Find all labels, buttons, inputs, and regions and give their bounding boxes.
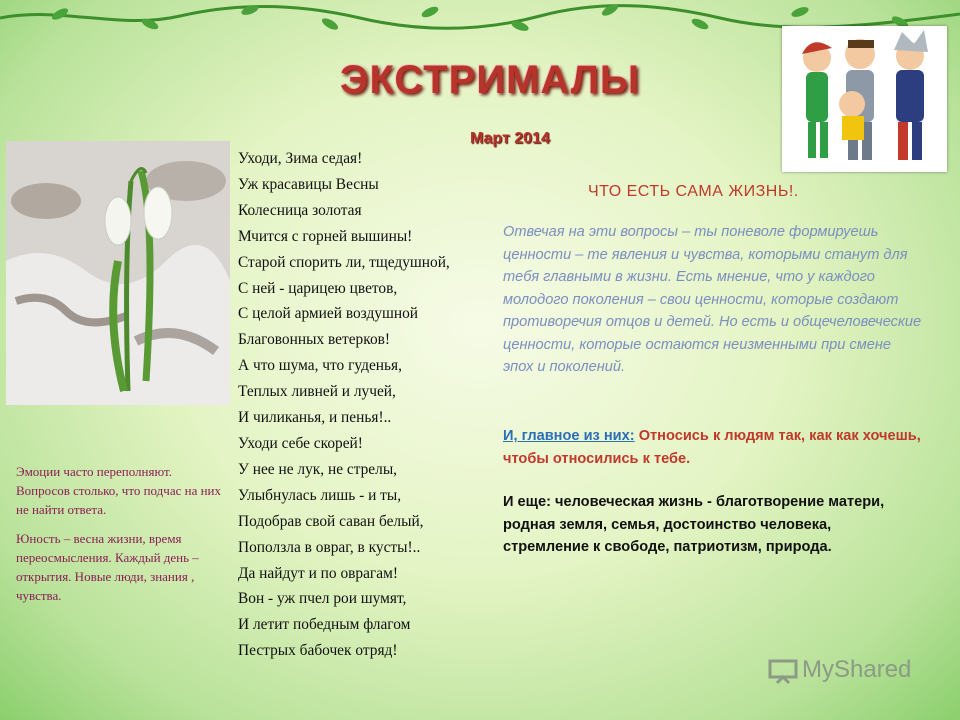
poem-line: И чиликанья, и пенья!..: [238, 409, 392, 427]
youth-paragraph: Юность – весна жизни, время переосмысления. Каждый день – открытия. Новые люди, знания , чувства.: [16, 531, 199, 603]
golden-rule: Относись к людям так, как как хочешь, чтобы относились к тебе.: [503, 428, 921, 467]
poem-line: Подобрав свой саван белый,: [238, 512, 424, 530]
poem-line: И летит победным флагом: [238, 616, 411, 634]
poem-line: Теплых ливней и лучей,: [238, 383, 396, 401]
cartoon-heroes-image: [782, 26, 947, 172]
poem-line: Улыбнулась лишь - и ты,: [238, 486, 402, 504]
poem-line: Вон - уж пчел рои шумят,: [238, 590, 407, 608]
poem-line: Уж красавицы Весны: [238, 175, 379, 193]
youth-caption: [16, 462, 226, 615]
section-heading: ЧТО ЕСТЬ САМА ЖИЗНЬ!.: [588, 183, 799, 200]
emotions-paragraph: Эмоции часто переполняют. Вопросов столько, что подчас на них не найти ответа.: [16, 464, 222, 517]
presentation-icon: [768, 657, 798, 685]
poem-line: Старой спорить ли, тщедушной,: [238, 253, 450, 271]
page-title: ЭКСТРИМАЛЫ: [339, 58, 641, 102]
watermark-text: MyShared: [802, 656, 912, 683]
poem-line: Уходи, Зима седая!: [238, 150, 363, 167]
poem-line: С целой армией воздушной: [238, 305, 419, 323]
poem-line: С ней - царицею цветов,: [238, 279, 398, 297]
snowdrop-photo: [6, 141, 230, 405]
myshared-watermark: [768, 656, 911, 685]
poem-line: Пестрых бабочек отряд!: [238, 642, 398, 660]
poem-line: Мчится с горней вышины!: [238, 227, 413, 245]
poem-line: Колесница золотая: [238, 201, 362, 219]
life-values-list: И еще: человеческая жизнь - благотворение матери, родная земля, семья, достоинство человека, стремление к свободе, патриотизм, природа.: [503, 494, 885, 555]
values-description: Отвечая на эти вопросы – ты поневоле формируешь ценности – те явления и чувства, которыми станут для тебя главными в жизни. Есть мнение, что у каждого молодого поколения – свои ценности, которые создают противоречия отцов и детей. Но есть и общечеловеческие ценности, которые остаются неизменными при смене эпох и поколений.: [503, 224, 922, 375]
poem-line: Поползла в овраг, в кусты!..: [238, 538, 421, 556]
poem-line: А что шума, что гуденья,: [238, 357, 402, 375]
poem-line: У нее не лук, не стрелы,: [238, 460, 398, 478]
issue-date: Март 2014: [470, 130, 550, 147]
main-value: [503, 425, 923, 470]
poem: [238, 146, 508, 664]
main-value-label: И, главное из них:: [503, 428, 635, 444]
poem-line: Благовонных ветерков!: [238, 331, 391, 349]
poem-line: Уходи себе скорей!: [238, 434, 363, 452]
poem-line: Да найдут и по оврагам!: [238, 564, 398, 582]
